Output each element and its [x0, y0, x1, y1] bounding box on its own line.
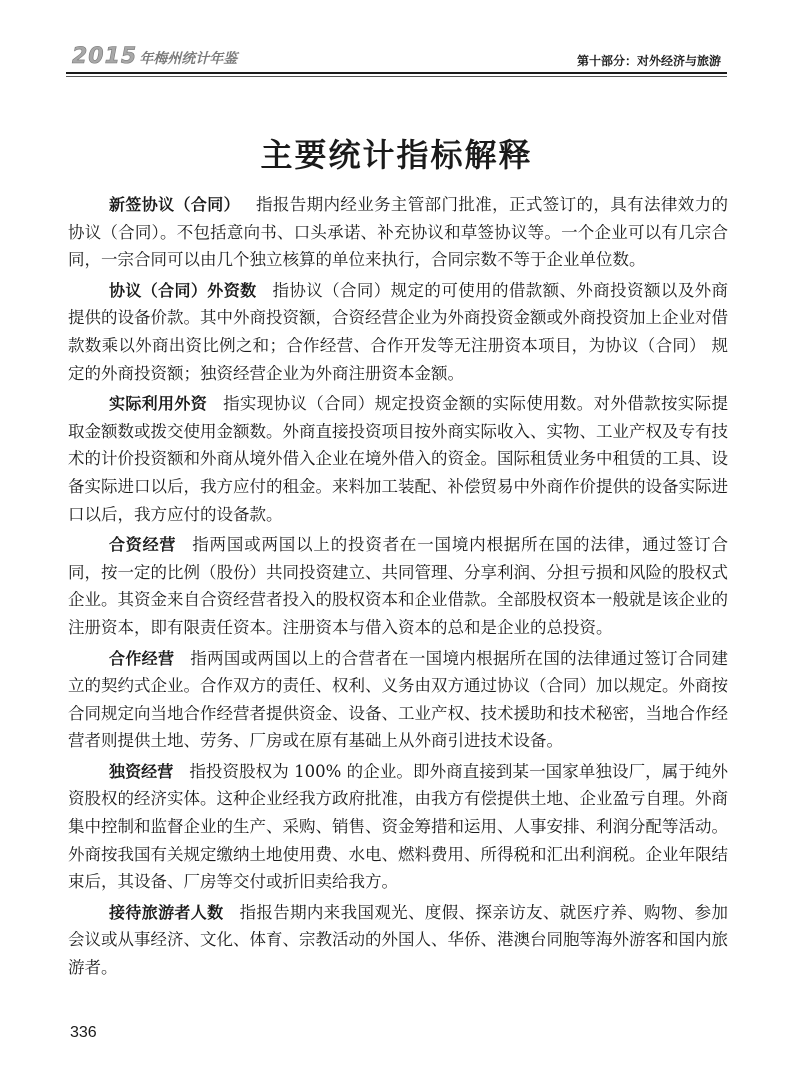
page-header [0, 0, 793, 80]
section-title: 第十部分：对外经济与旅游 [576, 54, 721, 68]
definition-term: 协议（合同）外资数 [109, 280, 257, 300]
definition-term: 合资经营 [109, 535, 177, 555]
definition-text: 指协议（合同）规定的可使用的借款额、外商投资额以及外商提供的设备价款。其中外商投资额，合资经营企业为外商投资金额或外商投资加上企业对借款数乘以外商出资比例之和；合作经营、合作开发等无注册资本项目，为协议（合同） 规定的外商投资额；独资经营企业为外商注册资本金额。 [68, 280, 728, 383]
yearbook-title [72, 44, 237, 69]
definition-text: 指两国或两国以上的投资者在一国境内根据所在国的法律，通过签订合同，按一定的比例（股份）共同投资建立、共同管理、分享利润、分担亏损和风险的股权式企业。其资金来自合资经营者投入的股权资本和企业借款。全部股权资本一般就是该企业的注册资本，即有限责任资本。注册资本与借入资本的总和是企业的总投资。 [68, 535, 728, 637]
definition-entry [68, 645, 728, 755]
definition-entry [68, 191, 728, 274]
definition-term: 合作经营 [109, 648, 175, 668]
definition-text: 指投资股权为 100% 的企业。即外商直接到某一国家单独设厂，属于纯外资股权的经济实体。这种企业经我方政府批准，由我方有偿提供土地、企业盈亏自理。外商集中控制和监督企业的生产、采购、销售、资金筹措和运用、人事安排、利润分配等活动。外商按我国有关规定缴纳土地使用费、水电、燃料费用、所得税和汇出利润税。企业年限结束后，其设备、厂房等交付或折旧卖给我方。 [68, 761, 728, 892]
definition-entry [68, 390, 728, 528]
header-divider-thin [66, 76, 727, 77]
definition-entry [68, 899, 728, 982]
definition-term: 接待旅游者人数 [109, 902, 224, 922]
definitions-list [68, 191, 728, 985]
page-number: 336 [70, 1024, 97, 1041]
definition-text: 指实现协议（合同）规定投资金额的实际使用数。对外借款按实际提取金额数或拨交使用金额数。外商直接投资项目按外商实际收入、实物、工业产权及专有技术的计价投资额和外商从境外借入企业在境外借入的资金。国际租赁业务中租赁的工具、设备实际进口以后，我方应付的租金。来料加工装配、补偿贸易中外商作价提供的设备实际进口以后，我方应付的设备款。 [68, 394, 728, 524]
header-divider [66, 72, 727, 74]
definition-text: 指报告期内经业务主管部门批准，正式签订的，具有法律效力的协议（合同）。不包括意向书、口头承诺、补充协议和草签协议等。一个企业可以有几宗合同，一宗合同可以由几个独立核算的单位来执行，合同宗数不等于企业单位数。 [68, 195, 728, 270]
definition-term: 新签协议（合同） [109, 195, 240, 214]
yearbook-name: 年梅州统计年鉴 [139, 51, 238, 67]
definition-text: 指两国或两国以上的合营者在一国境内根据所在国的法律通过签订合同建立的契约式企业。合作双方的责任、权利、义务由双方通过协议（合同）加以规定。外商按合同规定向当地合作经营者提供资金、设备、工业产权、技术援助和技术秘密，当地合作经营者则提供土地、劳务、厂房或在原有基础上从外商引进技术设备。 [68, 648, 728, 751]
definition-text: 指报告期内来我国观光、度假、探亲访友、就医疗养、购物、参加会议或从事经济、文化、体育、宗教活动的外国人、华侨、港澳台同胞等海外游客和国内旅游者。 [68, 902, 728, 978]
yearbook-year: 2015 [72, 44, 138, 69]
definition-term: 实际利用外资 [109, 394, 208, 414]
definition-term: 独资经营 [109, 761, 174, 781]
definition-entry [68, 531, 728, 641]
definition-entry [68, 758, 728, 896]
page-title: 主要统计指标解释 [260, 136, 533, 174]
definition-entry [68, 277, 728, 387]
